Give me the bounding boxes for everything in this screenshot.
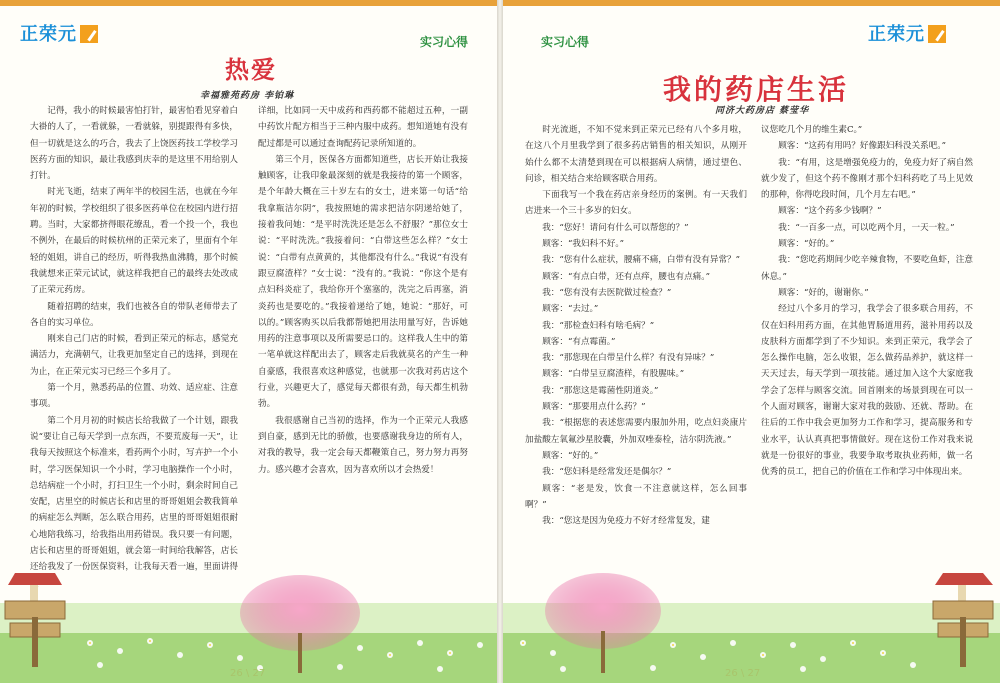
paragraph: 经过八个多月的学习，我学会了很多联合用药，不仅在妇科用药方面，在其他胃肠道用药，滋补用药以及皮肤科方面都学到了不少知识。来到正荣元，我学会了怎么操作电脑，怎么收银，怎么做药品养护，就这样一天天过去，每天学到一项技能。通过加入这个大家庭我学会了怎样与顾客交流。回首刚来的场景到现在可以一个人面对顾客，谢谢大家对我的鼓励、还就、帮助。在往后的工作中我会更加努力工作和学习，提高服务和专业水平，认认真真把事情做好。现在这份工作对我来说就是一份很好的事业，我要争取考取执业药师，做一名优秀的员工，把自己的价值在工作和学习中体现出来。: [761, 304, 973, 478]
paragraph: 第三个月，医保各方面都知道些，店长开始让我接触顾客，让我印象最深刻的就是我接待的第一个顾客，是个年龄大概在三十岁左右的女士，进来第一句话“给我拿瓶洁尔阴”，我按照她的需求把洁尔阴递给她了，接着我问她：“是平时洗洗还是怎么不舒服？”那位女士说：“平时洗洗。”我接着问：“白带这些怎么样？”女士说：“白带有点黄黄的，其他都没有什么。”我说“有没有跟豆腐渣样？”女士说：“没有的。”我说：“你这个是有点妇科炎症了，我给你开个塞塞的，洗完之后再塞，消炎药也是要吃的。”我接着递给了她，她说：“那好，可以的。”顾客购买以后我都帮她把用法用量写好，告诉她用药的注意事项以及所需要忌口的。这样我人生中的第一笔单就这样配出去了，顾客走后我就莫名的产生一种自豪感，我很喜欢这种感觉，也就那一次我对药店这个行业，兴趣更大了，感觉每天都很有劲，每天都生机勃勃。: [258, 154, 468, 410]
paragraph: 我：“一百多一点，可以吃两个月，一天一粒。”: [778, 222, 955, 233]
logo-mark-icon: [80, 25, 98, 43]
paragraph: 记得，我小的时候最害怕打针，最害怕看见穿着白大褂的人了，一看就躲，一看就躲，别提跟得有多快，但一切就是这么的巧合，我去了上饶医药技工学校学习医药方面的知识，最让我感到庆幸的是这里不用给别人打针。: [30, 106, 238, 182]
paragraph: 顾客：“这药有用吗？好像跟妇科没关系吧。”: [778, 141, 946, 152]
paragraph: 顾客：“好的。”: [778, 239, 835, 250]
paragraph: 我：“根据您的表述您需要内服加外用，吃点妇炎康片加盐酸左氧氟沙星胶囊，外加双唑泰栓，洁尔阴洗液。”: [525, 418, 747, 445]
paragraph: 我：“您妇科是经常发还是偶尔？”: [542, 467, 672, 478]
article-title: 热爱: [225, 56, 277, 84]
paragraph: 议您吃几个月的维生素C。”: [761, 125, 863, 135]
top-accent-bar: [0, 0, 497, 6]
paragraph: 顾客：“好的，谢谢你。”: [778, 287, 869, 298]
decorative-garden-illustration: [0, 573, 497, 683]
left-page: [0, 0, 497, 683]
paragraph: 详细，比如同一天中成药和西药都不能超过五种，一副中药饮片配方相当于三种内服中成药。想知道她有没有配过都是可以通过查询配药记录所知道的。: [258, 106, 468, 149]
article-byline: 同济大药房店 蔡莹华: [715, 106, 810, 116]
logo-text: 正荣元: [20, 24, 77, 45]
logo-mark-icon: [928, 25, 946, 43]
paragraph: 我：“您这是因为免疫力不好才经常复发，建: [542, 516, 710, 527]
paragraph: 我：“您有没有去医院做过检查？”: [542, 287, 672, 298]
paragraph: 我：“那您现在白带呈什么样？有没有异味？”: [542, 353, 715, 364]
article-column-1: [525, 122, 747, 529]
paragraph: 第一个月，熟悉药品的位置、功效、适应症、注意事项。: [30, 383, 238, 410]
paragraph: 随着招聘的结束，我们也被各自的带队老师带去了各自的实习单位。: [30, 301, 238, 328]
article-column-2: [258, 103, 468, 478]
paragraph: 顾客：“白带呈豆腐渣样，有股腥味。”: [542, 369, 685, 380]
paragraph: 顾客：“好的。”: [542, 450, 599, 461]
section-label: 实习心得: [541, 35, 590, 49]
logo-text: 正荣元: [868, 24, 925, 45]
paragraph: 顾客：“那要用点什么药？”: [542, 402, 646, 413]
paragraph: 时光飞逝，结束了两年半的校园生活，也就在今年年初的时候，学校组织了很多医药单位在校园内进行招聘。当时，大家都挤得眼花缭乱，看一个投一个，我也不例外，在最后的时候杭州的正荣元来了，里面有个年轻的姐姐，讲自己的经历，听得我热血沸腾，那个时候我就想来正荣元试试，就这样我把自己的最终去处改成了正荣元药房。: [30, 187, 238, 296]
paragraph: 第二个月月初的时候店长给我做了一个计划，跟我说“要让自己每天学到一点东西，不要荒废每一天”，让我每天按照这个标准来，看药两个小时，写卉护一个小时，学习医保知识一个小时，学习电脑操作一个小时，总结病症一个小时，打扫卫生一个小时，剩余时间自己安配，店里空的时候店长和店里的哥哥姐姐会教我简单的病症怎么判断，怎么联合用药，店里的哥哥姐姐很耐心地陪我练习，给我指出用药错误。我只要一有问题，店长和店里的哥哥姐姐，就会第一时间给我解答，店长还给我发了一份医保资料，让我每天看一遍，里面讲得: [30, 415, 238, 573]
paragraph: 我：“您吃药期间少吃辛辣食物，不要吃鱼虾，注意休息。”: [761, 255, 973, 282]
page-number: 26 \ 27: [230, 668, 266, 679]
brand-logo: [868, 20, 946, 46]
paragraph: 我：“那检查妇科有啥毛病？”: [542, 320, 655, 331]
right-page: [503, 0, 1000, 683]
paragraph: 我：“有用，这是增强免疫力的，免疫力好了病自然就少发了，但这个药不像刚才那个妇科药吃了马上见效的那种，你得吃段时间，几个月左右吧。”: [761, 157, 973, 201]
paragraph: 顾客：“去过。”: [542, 304, 599, 315]
article-column-1: [30, 103, 238, 592]
paragraph: 我：“您好！请问有什么可以帮您的？”: [542, 222, 689, 233]
brand-logo: [20, 20, 98, 46]
paragraph: 时光流逝，不知不觉来到正荣元已经有八个多月啦，在这八个月里我学到了很多药店销售的相关知识，从刚开始什么都不太清楚到现在可以根据病人病情，通过望色、问诊，相关结合来给顾客联合用药。: [525, 125, 747, 184]
decorative-garden-illustration: [503, 573, 1000, 683]
paragraph: 下面我写一个我在药店亲身经历的案例。有一天我们店进来一个三十多岁的妇女。: [525, 190, 747, 217]
paragraph: 刚来自己门店的时候，看到正荣元的标志，感觉充满活力，充满朝气，让我更加坚定自己的选择，到现在为止，在正荣元实习已经三个多月了。: [30, 334, 238, 377]
top-accent-bar: [503, 0, 1000, 6]
paragraph: 顾客：“我妇科不好。”: [542, 239, 625, 250]
paragraph: 我：“您有什么症状，腰痛不痛，白带有没有异常？”: [542, 255, 741, 266]
paragraph: 我：“那您这是霉菌性阴道炎。”: [542, 385, 659, 396]
paragraph: 顾客：“老是发，饮食一不注意就这样，怎么回事啊？”: [525, 483, 747, 510]
paragraph: 顾客：“这个药多少钱啊？”: [778, 206, 882, 217]
article-column-2: [761, 122, 973, 481]
section-label: 实习心得: [420, 35, 469, 49]
paragraph: 顾客：“有点霉菌。”: [542, 336, 616, 347]
paragraph: 我很感谢自己当初的选择，作为一个正荣元人我感到自豪，感到无比的骄傲，也要感谢我身边的所有人，对我的教导，我一定会每天都鞭策自己，努力努力再努力。感兴趣才会喜欢，因为喜欢所以才会热爱！: [258, 415, 468, 475]
paragraph: 顾客：“有点白带，还有点痒，腰也有点痛。”: [542, 271, 710, 282]
article-title: 我的药店生活: [663, 73, 850, 106]
page-number: 26 \ 27: [725, 668, 761, 679]
article-byline: 幸福雅苑药房 李铂琳: [200, 91, 295, 101]
